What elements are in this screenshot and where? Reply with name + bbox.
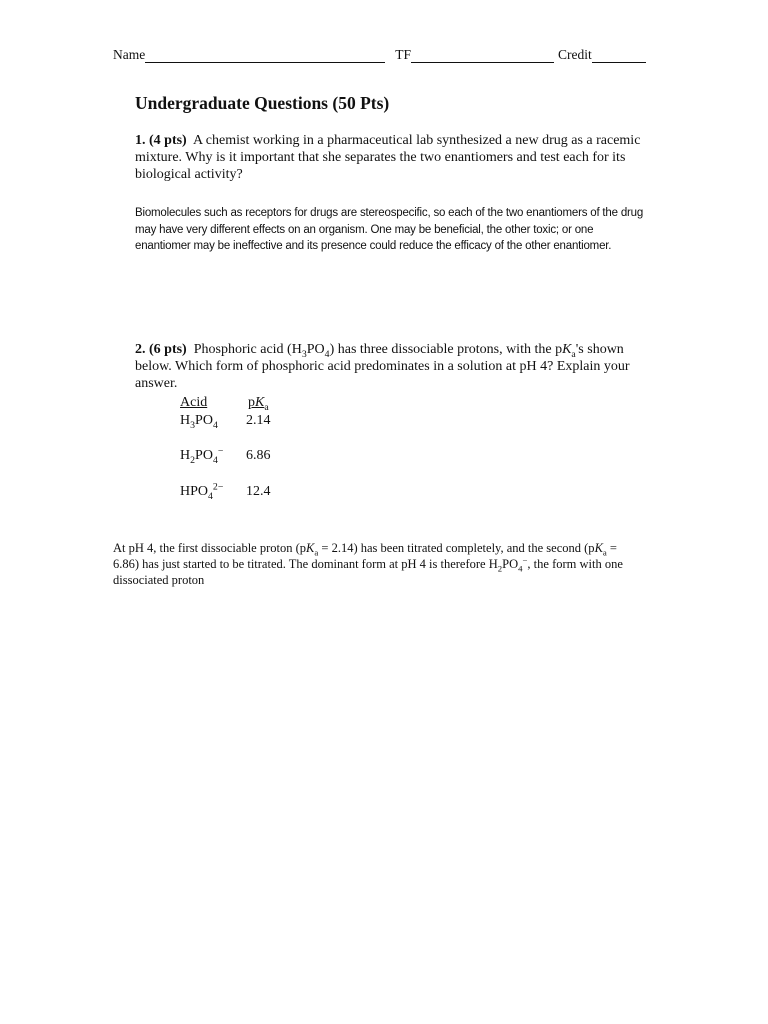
- table-row: [180, 481, 271, 502]
- pka-value: 2.14: [246, 413, 271, 428]
- section-title: Undergraduate Questions (50 Pts): [135, 93, 390, 113]
- question-2: 2. (6 pts) Phosphoric acid $(H_3PO_4)$ has three dissociable protons, with the $pK_a's$ shown below. Which form of phosphoric acid predominates in a solution at pH 4? Explain your answer.: [135, 342, 630, 391]
- q1-answer: Biomolecules such as receptors for drugs are stereospecific, so each of the two enantiomers of the drug may have very different effects on an organism. One may be beneficial, the other toxic; or one enantiomer may be ineffective and its presence could reduce the efficacy of the other enantiomer.: [135, 207, 644, 252]
- question-1: [135, 132, 650, 183]
- q2-text-a: Phosphoric acid (: [193, 342, 292, 357]
- table-row: [180, 445, 271, 466]
- acid-h3po4: $H_3PO_4$: [180, 413, 218, 431]
- q1-number: 1.: [135, 133, 146, 148]
- table-row: [180, 413, 271, 431]
- q2-answer-a: At pH 4, the first dissociable proton (p: [113, 541, 307, 555]
- name-field[interactable]: [145, 48, 385, 63]
- pka-value: 6.86: [246, 448, 271, 463]
- acid-hpo4: $HPO_4^{2-}$: [180, 481, 224, 502]
- credit-field[interactable]: [592, 48, 646, 63]
- col-acid-header: Acid: [180, 395, 208, 410]
- q2-number: 2.: [135, 342, 146, 357]
- q2-text-b: ) has three dissociable protons, with the p: [329, 342, 563, 357]
- credit-label: Credit: [558, 47, 592, 62]
- q2-points: (6 pts): [149, 342, 187, 357]
- pka-value: 12.4: [246, 484, 271, 499]
- q1-points: (4 pts): [149, 133, 187, 148]
- header-line: [113, 47, 658, 63]
- q2-answer-b: = 2.14) has been titrated completely, and the second (p: [318, 541, 595, 555]
- tf-field[interactable]: [411, 48, 554, 63]
- tf-label: TF: [395, 47, 411, 62]
- acid-h2po4: $H_2PO_4^-$: [180, 445, 224, 466]
- q1-text: A chemist working in a pharmaceutical lab synthesized a new drug as a racemic mixture. Why is it important that she separates the two enantiomers and test each for its biological activity?: [135, 133, 641, 182]
- q2-answer: At pH 4, the first dissociable proton $(pK_a = 2.14)$ has been titrated completely, and the second $(pK_a = 6.86)$ has just started to be titrated. The dominant form at pH 4 is therefore $H_2PO_4^-$, the form with one dissociated proton: [113, 541, 623, 587]
- q2-formula: $H_3PO_4$: [291, 342, 330, 360]
- name-label: Name: [113, 47, 146, 62]
- q2-answer-d: , the form with one dissociated proton: [113, 557, 623, 587]
- q2-text-c: 's shown below. Which form of phosphoric acid predominates in a solution at pH 4? Explain your answer.: [135, 342, 630, 391]
- q2-answer-c: = 6.86) has just started to be titrated. The dominant form at pH 4 is therefore H: [113, 541, 617, 571]
- col-pka-header: $pK_a$: [248, 395, 269, 413]
